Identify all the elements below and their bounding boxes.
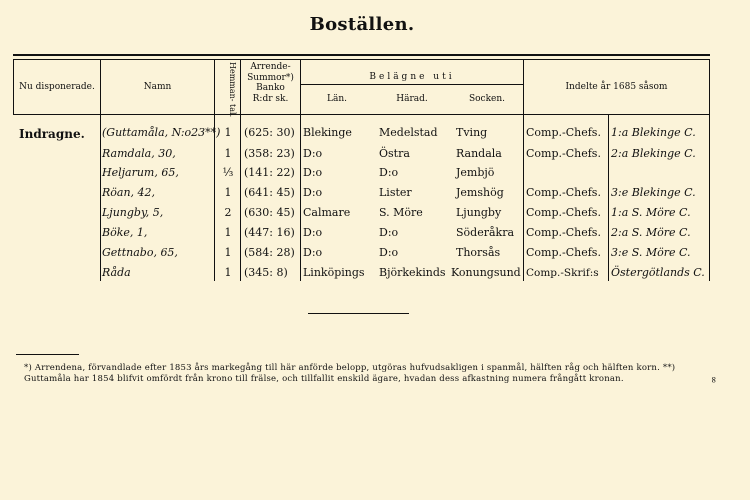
cell-namn: Gettnabo, 65, bbox=[102, 246, 178, 259]
cell-socken: Jembjö bbox=[456, 166, 495, 179]
cell-arrende: (584: 28) bbox=[244, 246, 295, 259]
cell-socken: Thorsås bbox=[456, 246, 501, 259]
cell-socken: Söderåkra bbox=[456, 226, 515, 239]
cell-arrende: (641: 45) bbox=[244, 186, 295, 199]
cell-namn: Råda bbox=[102, 266, 131, 279]
cell-indelte-company: 2:a S. Möre C. bbox=[611, 226, 691, 239]
cell-indelte-company: 3:e S. Möre C. bbox=[611, 246, 691, 259]
cell-hemmantal: 1 bbox=[224, 266, 232, 279]
cell-harad: D:o bbox=[379, 226, 399, 239]
cell-indelte-type: Comp.-Chefs. bbox=[526, 226, 601, 239]
col-line bbox=[300, 59, 301, 281]
header-lan: Län. bbox=[327, 94, 347, 104]
cell-lan: Calmare bbox=[303, 206, 351, 219]
cell-indelte-type: Comp.-Chefs. bbox=[526, 206, 601, 219]
footnote-rule bbox=[16, 354, 79, 355]
col-line bbox=[709, 59, 710, 281]
cell-arrende: (630: 45) bbox=[244, 206, 295, 219]
cell-hemmantal: 2 bbox=[224, 206, 232, 219]
page-number: ∞ bbox=[708, 376, 718, 384]
cell-harad: D:o bbox=[379, 166, 399, 179]
header-nu-disponerade: Nu disponerade. bbox=[19, 82, 95, 92]
cell-namn: Böke, 1, bbox=[102, 226, 148, 239]
cell-socken: Ljungby bbox=[456, 206, 502, 219]
col-line bbox=[100, 59, 101, 281]
cell-indelte-company: 2:a Blekinge C. bbox=[611, 147, 696, 160]
section-label: Indragne. bbox=[19, 127, 85, 141]
cell-indelte-type: Comp.-Chefs. bbox=[526, 126, 601, 139]
cell-harad: Lister bbox=[379, 186, 412, 199]
cell-socken: Randala bbox=[456, 147, 502, 160]
cell-arrende: (345: 8) bbox=[244, 266, 288, 279]
cell-hemmantal: 1 bbox=[224, 246, 232, 259]
cell-lan: Blekinge bbox=[303, 126, 352, 139]
cell-indelte-type: Comp.-Skrif:s bbox=[526, 267, 599, 279]
cell-arrende: (358: 23) bbox=[244, 147, 295, 160]
cell-harad: D:o bbox=[379, 246, 399, 259]
cell-indelte-type: Comp.-Chefs. bbox=[526, 186, 601, 199]
cell-lan: D:o bbox=[303, 186, 323, 199]
cell-harad: Medelstad bbox=[379, 126, 438, 139]
cell-hemmantal: 1 bbox=[224, 126, 232, 139]
cell-indelte-type: Comp.-Chefs. bbox=[526, 246, 601, 259]
page-title: Boställen. bbox=[309, 14, 415, 35]
cell-namn: Heljarum, 65, bbox=[102, 166, 179, 179]
cell-indelte-company: 1:a S. Möre C. bbox=[611, 206, 691, 219]
cell-hemmantal: 1 bbox=[224, 226, 232, 239]
cell-arrende: (447: 16) bbox=[244, 226, 295, 239]
cell-harad: S. Möre bbox=[379, 206, 423, 219]
col-line bbox=[608, 114, 609, 281]
col-line bbox=[523, 59, 524, 281]
table-top-rule bbox=[13, 54, 710, 56]
cell-namn: Ljungby, 5, bbox=[102, 206, 164, 219]
cell-harad: Björkekinds bbox=[379, 266, 446, 279]
cell-namn: Röan, 42, bbox=[102, 186, 156, 199]
cell-arrende: (625: 30) bbox=[244, 126, 295, 139]
cell-lan: D:o bbox=[303, 166, 323, 179]
cell-socken: Tving bbox=[456, 126, 488, 139]
cell-indelte-company: Östergötlands C. bbox=[611, 266, 705, 279]
header-arrende: Arrende- Summor*) Banko R:dr sk. bbox=[247, 62, 294, 104]
cell-socken: Konungsund bbox=[451, 266, 521, 279]
cell-harad: Östra bbox=[379, 147, 410, 160]
section-divider bbox=[308, 313, 409, 314]
cell-arrende: (141: 22) bbox=[244, 166, 295, 179]
footnote: *) Arrendena, förvandlade efter 1853 års markegång till här anförde belopp, utgöras hufvudsakligen i spanmål, hälften råg och hälften korn. **) Guttamåla har 1854 blifvit omfördt från krono till frälse, och tillfallit enskild ägare, hvadan dess afkastning numera frångått kronan. bbox=[24, 363, 676, 384]
cell-indelte-type: Comp.-Chefs. bbox=[526, 147, 601, 160]
header-harad: Härad. bbox=[396, 94, 428, 104]
col-line bbox=[214, 59, 215, 281]
header-hemmantal: Hemman- tal. bbox=[228, 62, 237, 118]
belagne-sub-rule bbox=[301, 84, 523, 85]
cell-indelte-company: 1:a Blekinge C. bbox=[611, 126, 696, 139]
cell-lan: D:o bbox=[303, 246, 323, 259]
header-belagne: Belägne uti bbox=[369, 72, 455, 82]
cell-socken: Jemshög bbox=[456, 186, 504, 199]
cell-lan: D:o bbox=[303, 147, 323, 160]
cell-namn: Ramdala, 30, bbox=[102, 147, 176, 160]
header-socken: Socken. bbox=[468, 94, 506, 104]
cell-namn: (Guttamåla, N:o23**) bbox=[102, 126, 221, 139]
table-top-rule-2 bbox=[13, 59, 710, 60]
header-indelte: Indelte år 1685 såsom bbox=[565, 82, 668, 92]
header-namn: Namn bbox=[143, 82, 172, 92]
header-bottom-rule bbox=[13, 114, 710, 115]
cell-indelte-company: 3:e Blekinge C. bbox=[611, 186, 696, 199]
cell-lan: D:o bbox=[303, 226, 323, 239]
cell-hemmantal: ⅓ bbox=[222, 166, 234, 179]
cell-hemmantal: 1 bbox=[224, 186, 232, 199]
cell-lan: Linköpings bbox=[303, 266, 365, 279]
cell-hemmantal: 1 bbox=[224, 147, 232, 160]
